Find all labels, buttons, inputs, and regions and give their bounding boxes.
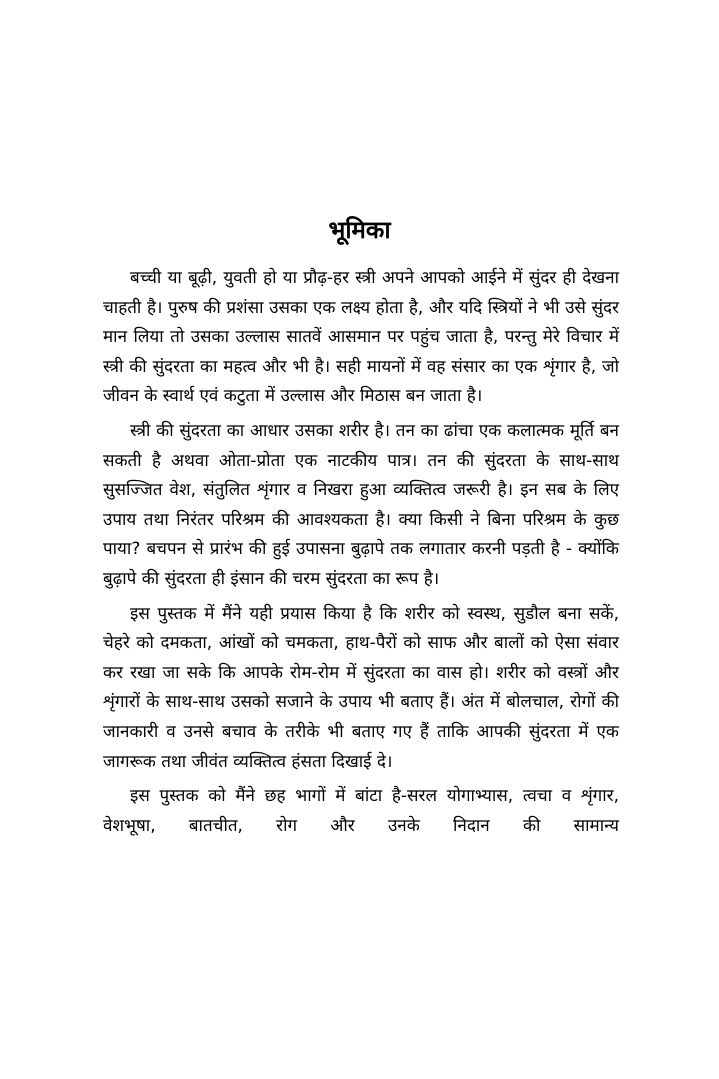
paragraph-2: स्त्री की सुंदरता का आधार उसका शरीर है। तन का ढांचा एक कलात्मक मूर्ति बन सकती है अथवा ओता-प्रोता एक नाटकीय पात्र। तन की सुंदरता के साथ-साथ सुसज्जित वेश, संतुलित शृंगार व निखरा हुआ व्यक्तित्व जरूरी है। इन सब के लिए उपाय तथा निरंतर परिश्रम की आवश्यकता है। क्या किसी ने बिना परिश्रम के कुछ पाया? बचपन से प्रारंभ की हुई उपासना बुढ़ापे तक लगातार करनी पड़ती है - क्योंकि बुढ़ापे की सुंदरता ही इंसान की चरम सुंदरता का रूप है।: [103, 420, 619, 589]
paragraph-3: इस पुस्तक में मैंने यही प्रयास किया है कि शरीर को स्वस्थ, सुडौल बना सकें, चेहरे को दमकता, आंखों को चमकता, हाथ-पैरों को साफ और बालों को ऐसा संवार कर रखा जा सके कि आपके रोम-रोम में सुंदरता का वास हो। शरीर को वस्त्रों और शृंगारों के साथ-साथ उसको सजाने के उपाय भी बताए हैं। अंत में बोलचाल, रोगों की जानकारी व उनसे बचाव के तरीके भी बताए गए हैं ताकि आपकी सुंदरता में एक जागरूक तथा जीवंत व्यक्तित्व हंसता दिखाई दे।: [103, 603, 619, 772]
paragraph-4: इस पुस्तक को मैंने छह भागों में बांटा है-सरल योगाभ्यास, त्वचा व शृंगार, वेशभूषा, बातचीत, रोग और उनके निदान की सामान्य: [103, 786, 619, 836]
page-title: भूमिका: [328, 216, 391, 245]
preface-body: [103, 264, 619, 846]
paragraph-1: बच्ची या बूढ़ी, युवती हो या प्रौढ़-हर स्त्री अपने आपको आईने में सुंदर ही देखना चाहती है। पुरुष की प्रशंसा उसका एक लक्ष्य होता है, और यदि स्त्रियों ने भी उसे सुंदर मान लिया तो उसका उल्लास सातवें आसमान पर पहुंच जाता है, परन्तु मेरे विचार में स्त्री की सुंदरता का महत्व और भी है। सही मायनों में वह संसार का एक शृंगार है, जो जीवन के स्वार्थ एवं कटुता में उल्लास और मिठास बन जाता है।: [103, 268, 619, 407]
